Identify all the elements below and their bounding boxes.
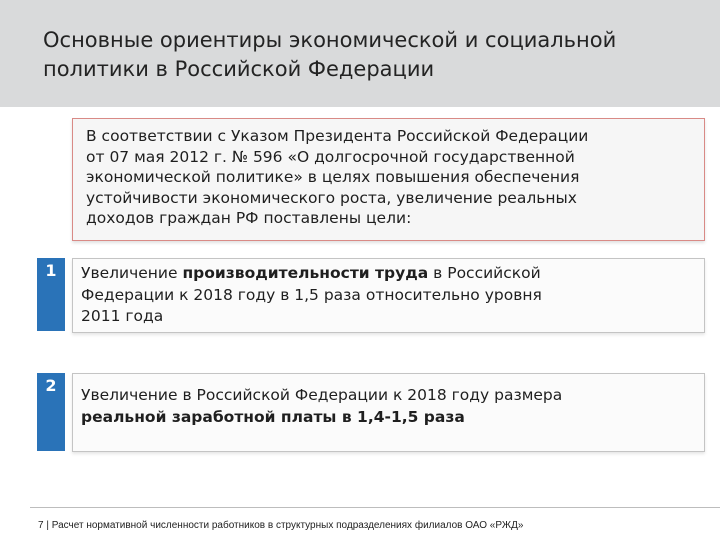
goal-number-label: 2 — [45, 376, 57, 395]
goal-box-1 — [72, 258, 705, 333]
goal-text-segment: Увеличение — [81, 264, 183, 282]
intro-text: В соответствии с Указом Президента Российской Федерации от 07 мая 2012 г. № 596 «О долгосрочной государственной экономической политике» в целях повышения обеспечения устойчивости экономического роста, увеличение реальных доходов граждан РФ поставлены цели: — [86, 127, 589, 228]
goal-text-2 — [81, 385, 691, 428]
page-number: 7 — [38, 520, 44, 531]
goal-emphasis: производительности труда — [182, 264, 429, 282]
footer-divider — [30, 507, 720, 508]
footer-separator: | — [46, 520, 49, 531]
goal-text-segment: в Российской Федерации к 2018 году в 1,5 раза относительно уровня 2011 года — [81, 264, 542, 325]
footer-text: Расчет нормативной численности работников в структурных подразделениях филиалов ОАО «РЖД» — [51, 520, 524, 531]
goal-text-segment: Увеличение в Российской Федерации к 2018 году размера — [81, 386, 563, 404]
footer — [38, 520, 524, 531]
goal-emphasis: реальной заработной платы в 1,4-1,5 раза — [81, 407, 465, 426]
intro-box — [72, 118, 705, 241]
goal-number-label: 1 — [45, 261, 57, 280]
title-band — [0, 0, 720, 107]
slide-title: Основные ориентиры экономической и социальной политики в Российской Федерации — [43, 28, 617, 81]
goal-text-1 — [81, 263, 691, 328]
goal-number-1 — [37, 258, 65, 331]
goal-box-2 — [72, 373, 705, 452]
goal-number-2 — [37, 373, 65, 451]
